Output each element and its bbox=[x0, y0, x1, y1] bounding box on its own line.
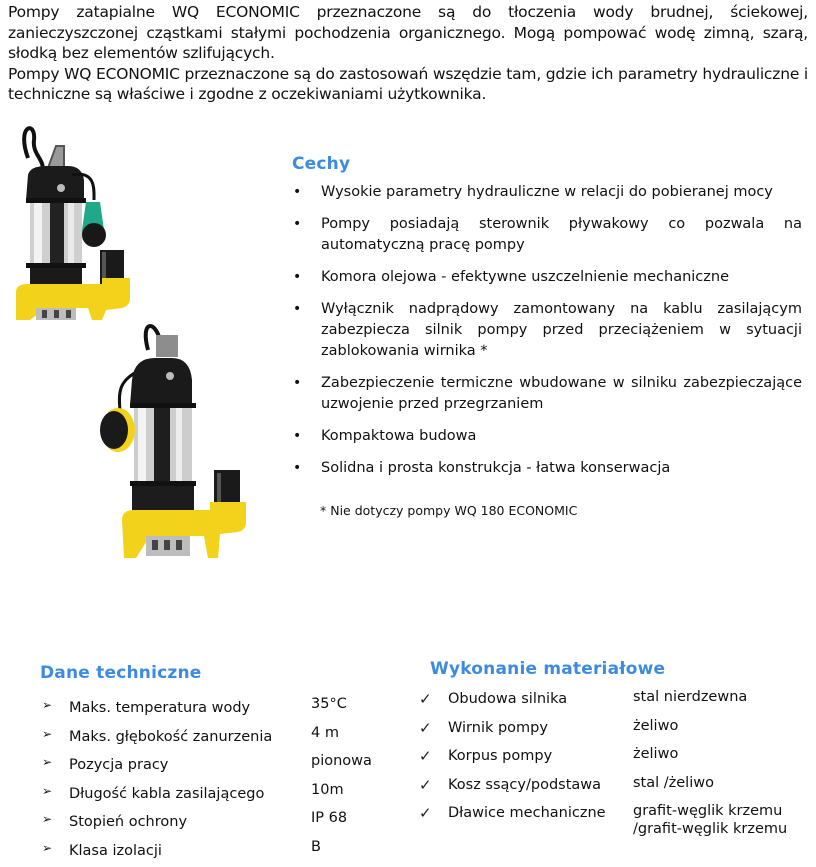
material-label: Korpus pompy bbox=[448, 748, 553, 764]
material-label: Wirnik pompy bbox=[448, 719, 548, 736]
feature-item: • Wysokie parametry hydrauliczne w relacji do pobieranej mocy bbox=[292, 182, 802, 203]
pump-yellow-float-illustration bbox=[100, 310, 250, 560]
features-footnote: * Nie dotyczy pompy WQ 180 ECONOMIC bbox=[320, 503, 578, 518]
spec-label: Klasa izolacji bbox=[69, 842, 162, 859]
bullet-icon: • bbox=[293, 269, 302, 285]
check-icon: ✓ bbox=[419, 804, 432, 822]
feature-item: • Wyłącznik nadprądowy zamontowany na kablu zasilającym zabezpiecza silnik pompy przed przeciążeniem w sytuacji zablokowania wirnika * bbox=[293, 301, 802, 359]
check-icon: ✓ bbox=[419, 718, 432, 737]
spec-value: IP 68 bbox=[311, 810, 348, 826]
material-value: żeliwo bbox=[633, 717, 679, 734]
material-value: żeliwo bbox=[633, 746, 679, 762]
material-value: stal /żeliwo bbox=[633, 774, 714, 791]
material-label: Dławice mechaniczne bbox=[448, 805, 606, 821]
features-title: Cechy bbox=[292, 154, 351, 174]
technical-data-title: Dane techniczne bbox=[40, 663, 202, 683]
check-icon: ✓ bbox=[419, 775, 432, 794]
arrow-icon: ➢ bbox=[42, 726, 53, 741]
spec-label: Długość kabla zasilającego bbox=[69, 785, 265, 802]
spec-value: pionowa bbox=[311, 753, 372, 769]
feature-item: • Zabezpieczenie termiczne wbudowane w silniku zabezpieczające uzwojenie przed przegrzaniem bbox=[293, 375, 802, 412]
material-label: Kosz ssący/podstawa bbox=[448, 776, 602, 793]
arrow-icon: ➢ bbox=[42, 812, 53, 826]
spec-label: Maks. głębokość zanurzenia bbox=[69, 728, 273, 745]
spec-value: 10m bbox=[311, 781, 344, 798]
arrow-icon: ➢ bbox=[42, 755, 53, 769]
spec-value: B bbox=[311, 838, 321, 855]
features-list bbox=[292, 182, 802, 490]
pump-green-float-illustration bbox=[6, 120, 146, 320]
bullet-icon: • bbox=[293, 184, 302, 200]
feature-item: • Kompaktowa budowa bbox=[292, 426, 802, 447]
bullet-icon: • bbox=[293, 301, 302, 317]
check-icon: ✓ bbox=[419, 747, 432, 765]
materials-title: Wykonanie materiałowe bbox=[430, 659, 666, 679]
arrow-icon: ➢ bbox=[42, 783, 53, 798]
feature-item: • Pompy posiadają sterownik pływakowy co pozwala na automatyczną pracę pompy bbox=[293, 216, 802, 253]
arrow-icon: ➢ bbox=[42, 840, 53, 855]
bullet-icon: • bbox=[293, 460, 302, 476]
intro-paragraph-1: Pompy zatapialne WQ ECONOMIC przeznaczone są do tłoczenia wody brudnej, ściekowej, zanieczyszczonej cząstkami stałymi pochodzenia organicznego. Mogą pompować wodę zimną, szarą, słodką bez elementów szlifujących. bbox=[8, 3, 808, 62]
spec-label: Pozycja pracy bbox=[69, 757, 169, 773]
intro-text bbox=[8, 2, 808, 105]
bullet-icon: • bbox=[293, 375, 302, 391]
spec-value: 35°C bbox=[311, 696, 347, 712]
bullet-icon: • bbox=[293, 428, 302, 444]
check-icon: ✓ bbox=[419, 690, 432, 708]
bullet-icon: • bbox=[293, 216, 302, 232]
spec-label: Maks. temperatura wody bbox=[69, 700, 251, 716]
feature-item: • Solidna i prosta konstrukcja - łatwa konserwacja bbox=[292, 458, 802, 479]
material-value: grafit-węglik krzemu /grafit-węglik krzemu bbox=[633, 803, 788, 837]
intro-paragraph-2: Pompy WQ ECONOMIC przeznaczone są do zastosowań wszędzie tam, gdzie ich parametry hydrauliczne i techniczne są właściwe i zgodne z oczekiwaniami użytkownika. bbox=[8, 64, 808, 103]
pump-image-green-float bbox=[6, 120, 146, 320]
arrow-icon: ➢ bbox=[42, 698, 53, 712]
spec-value: 4 m bbox=[311, 724, 339, 741]
feature-item: • Komora olejowa - efektywne uszczelnienie mechaniczne bbox=[292, 267, 802, 288]
material-value: stal nierdzewna bbox=[633, 689, 748, 705]
pump-image-yellow-float bbox=[100, 310, 250, 560]
material-label: Obudowa silnika bbox=[448, 691, 568, 707]
spec-label: Stopień ochrony bbox=[69, 814, 188, 830]
